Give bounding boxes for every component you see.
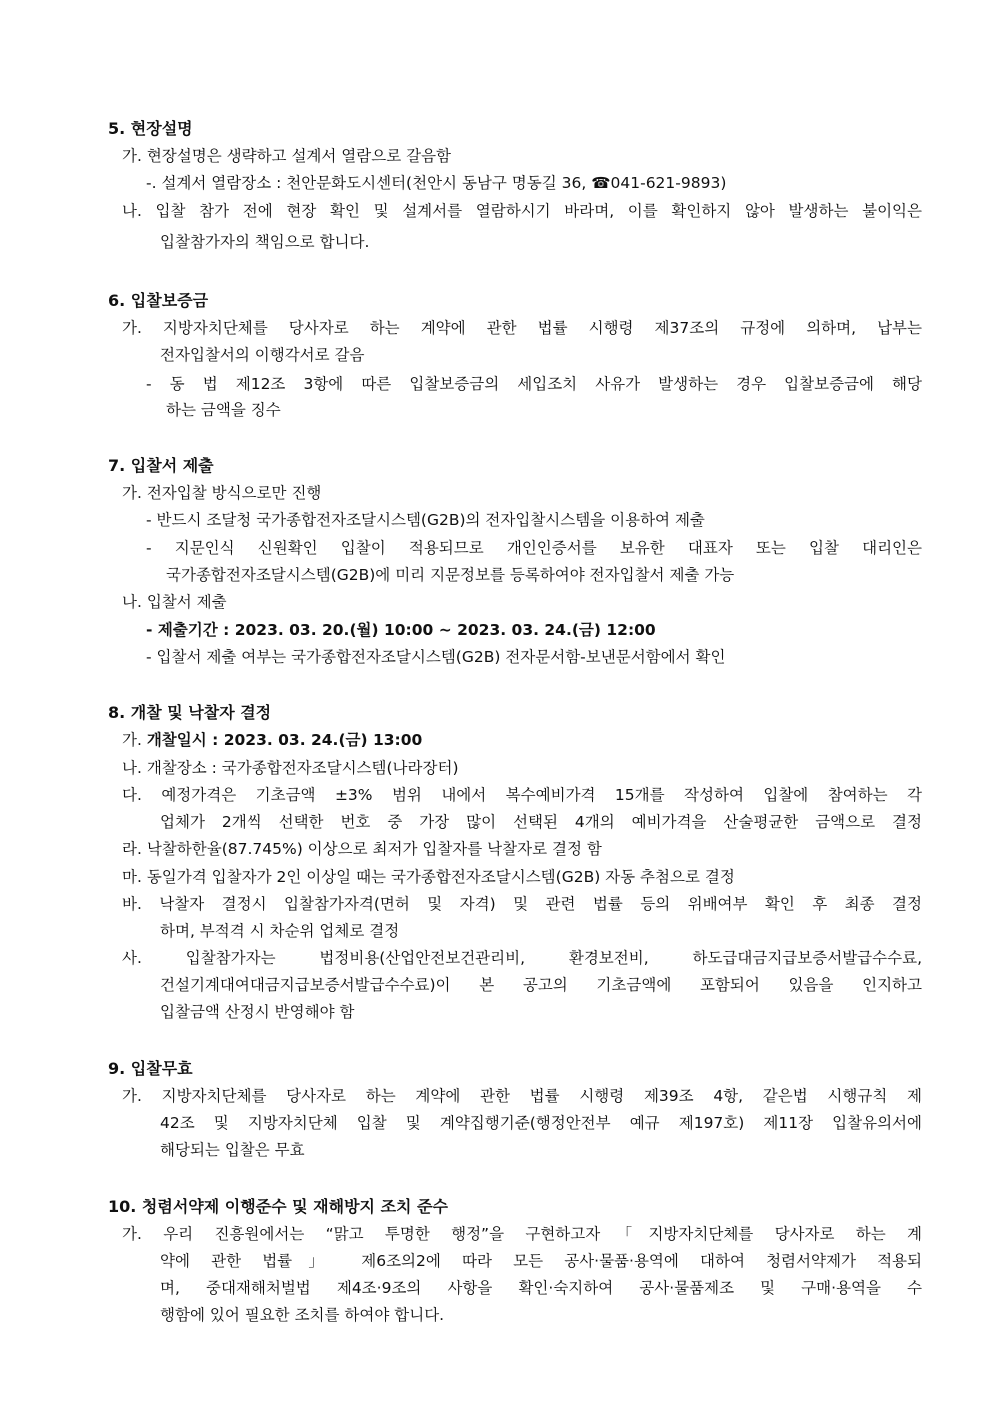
section-6-title: 6. 입찰보증금	[108, 291, 209, 310]
section-6-dash-line2: 하는 금액을 징수	[166, 401, 281, 419]
section-9-item-a-line2: 42조 및 지방자치단체 입찰 및 계약집행기준(행정안전부 예규 제197호) 제11장 입찰유의서에	[160, 1114, 922, 1132]
section-7-submission-period: - 제출기간 : 2023. 03. 20.(월) 10:00 ~ 2023. 03. 24.(금) 12:00	[146, 621, 656, 639]
section-10-item-a-line2: 약에 관한 법률」 제6조의2에 따라 모든 공사·물품·용역에 대하여 청렴서약제가 적용되	[160, 1252, 922, 1270]
section-6-item-a-line1: 가. 지방자치단체를 당사자로 하는 계약에 관한 법률 시행령 제37조의 규정에 의하며, 납부는	[122, 319, 922, 337]
section-7-item-a-dash2-line1: - 지문인식 신원확인 입찰이 적용되므로 개인인증서를 보유한 대표자 또는 입찰 대리인은	[146, 539, 922, 557]
section-7-item-a-dash2-line2: 국가종합전자조달시스템(G2B)에 미리 지문정보를 등록하여야 전자입찰서 제출 가능	[166, 566, 735, 584]
section-6-dash-line1: - 동 법 제12조 3항에 따른 입찰보증금의 세입조치 사유가 발생하는 경우 입찰보증금에 해당	[146, 375, 922, 393]
section-10-item-a-line4: 행함에 있어 필요한 조치를 하여야 합니다.	[160, 1306, 445, 1324]
section-5-title: 5. 현장설명	[108, 119, 193, 138]
section-8-item-g-line2: 건설기계대여대금지급보증서발급수수료)이 본 공고의 기초금액에 포함되어 있음을 인지하고	[160, 976, 922, 994]
section-8-item-f-line1: 바. 낙찰자 결정시 입찰참가자격(면허 및 자격) 및 관련 법률 등의 위배여부 확인 후 최종 결정	[122, 895, 922, 913]
section-8-item-a	[122, 729, 422, 751]
section-8-item-e: 마. 동일가격 입찰자가 2인 이상일 때는 국가종합전자조달시스템(G2B) 자동 추첨으로 결정	[122, 868, 735, 886]
section-8-item-g-line1: 사. 입찰참가자는 법정비용(산업안전보건관리비, 환경보전비, 하도급대금지급보증서발급수수료,	[122, 949, 922, 967]
section-10-title: 10. 청렴서약제 이행준수 및 재해방지 조치 준수	[108, 1197, 448, 1216]
section-7-item-a-dash1: - 반드시 조달청 국가종합전자조달시스템(G2B)의 전자입찰시스템을 이용하여 제출	[146, 511, 705, 529]
section-9-title: 9. 입찰무효	[108, 1059, 193, 1078]
section-8-opening-datetime: 개찰일시 : 2023. 03. 24.(금) 13:00	[146, 731, 423, 749]
section-5-item-b-line2: 입찰참가자의 책임으로 합니다.	[160, 233, 370, 251]
section-6-item-a-line2: 전자입찰서의 이행각서로 갈음	[160, 346, 365, 364]
section-7-item-b: 나. 입찰서 제출	[122, 593, 227, 611]
section-7-item-b-dash2: - 입찰서 제출 여부는 국가종합전자조달시스템(G2B) 전자문서함-보낸문서함에서 확인	[146, 648, 726, 666]
section-10-item-a-line1: 가. 우리 진흥원에서는 “맑고 투명한 행정”을 구현하고자「지방자치단체를 당사자로 하는 계	[122, 1225, 922, 1243]
section-5-item-a: 가. 현장설명은 생략하고 설계서 열람으로 갈음함	[122, 147, 452, 165]
section-8-item-f-line2: 하며, 부적격 시 차순위 업체로 결정	[160, 922, 400, 940]
section-8-item-d: 라. 낙찰하한율(87.745%) 이상으로 최저가 입찰자를 낙찰자로 결정 함	[122, 840, 602, 858]
section-9-item-a-line3: 해당되는 입찰은 무효	[160, 1141, 305, 1159]
section-7-item-a: 가. 전자입찰 방식으로만 진행	[122, 484, 322, 502]
section-5-item-b-line1: 나. 입찰 참가 전에 현장 확인 및 설계서를 열람하시기 바라며, 이를 확인하지 않아 발생하는 불이익은	[122, 202, 922, 220]
section-8-title: 8. 개찰 및 낙찰자 결정	[108, 703, 272, 722]
section-8-item-g-line3: 입찰금액 산정시 반영해야 함	[160, 1003, 355, 1021]
section-5-item-a-sub: -. 설계서 열람장소 : 천안문화도시센터(천안시 동남구 명동길 36, ☎041-621-9893)	[146, 174, 727, 192]
section-8-item-a-prefix: 가.	[122, 731, 147, 749]
section-8-item-c-line2: 업체가 2개씩 선택한 번호 중 가장 많이 선택된 4개의 예비가격을 산술평균한 금액으로 결정	[160, 813, 922, 831]
section-7-title: 7. 입찰서 제출	[108, 456, 214, 475]
section-8-item-c-line1: 다. 예정가격은 기초금액 ±3% 범위 내에서 복수예비가격 15개를 작성하여 입찰에 참여하는 각	[122, 786, 922, 804]
section-8-item-b: 나. 개찰장소 : 국가종합전자조달시스템(나라장터)	[122, 759, 459, 777]
section-10-item-a-line3: 며, 중대재해처벌법 제4조·9조의 사항을 확인·숙지하여 공사·물품제조 및 구매·용역을 수	[160, 1279, 922, 1297]
section-9-item-a-line1: 가. 지방자치단체를 당사자로 하는 계약에 관한 법률 시행령 제39조 4항, 같은법 시행규칙 제	[122, 1087, 922, 1105]
